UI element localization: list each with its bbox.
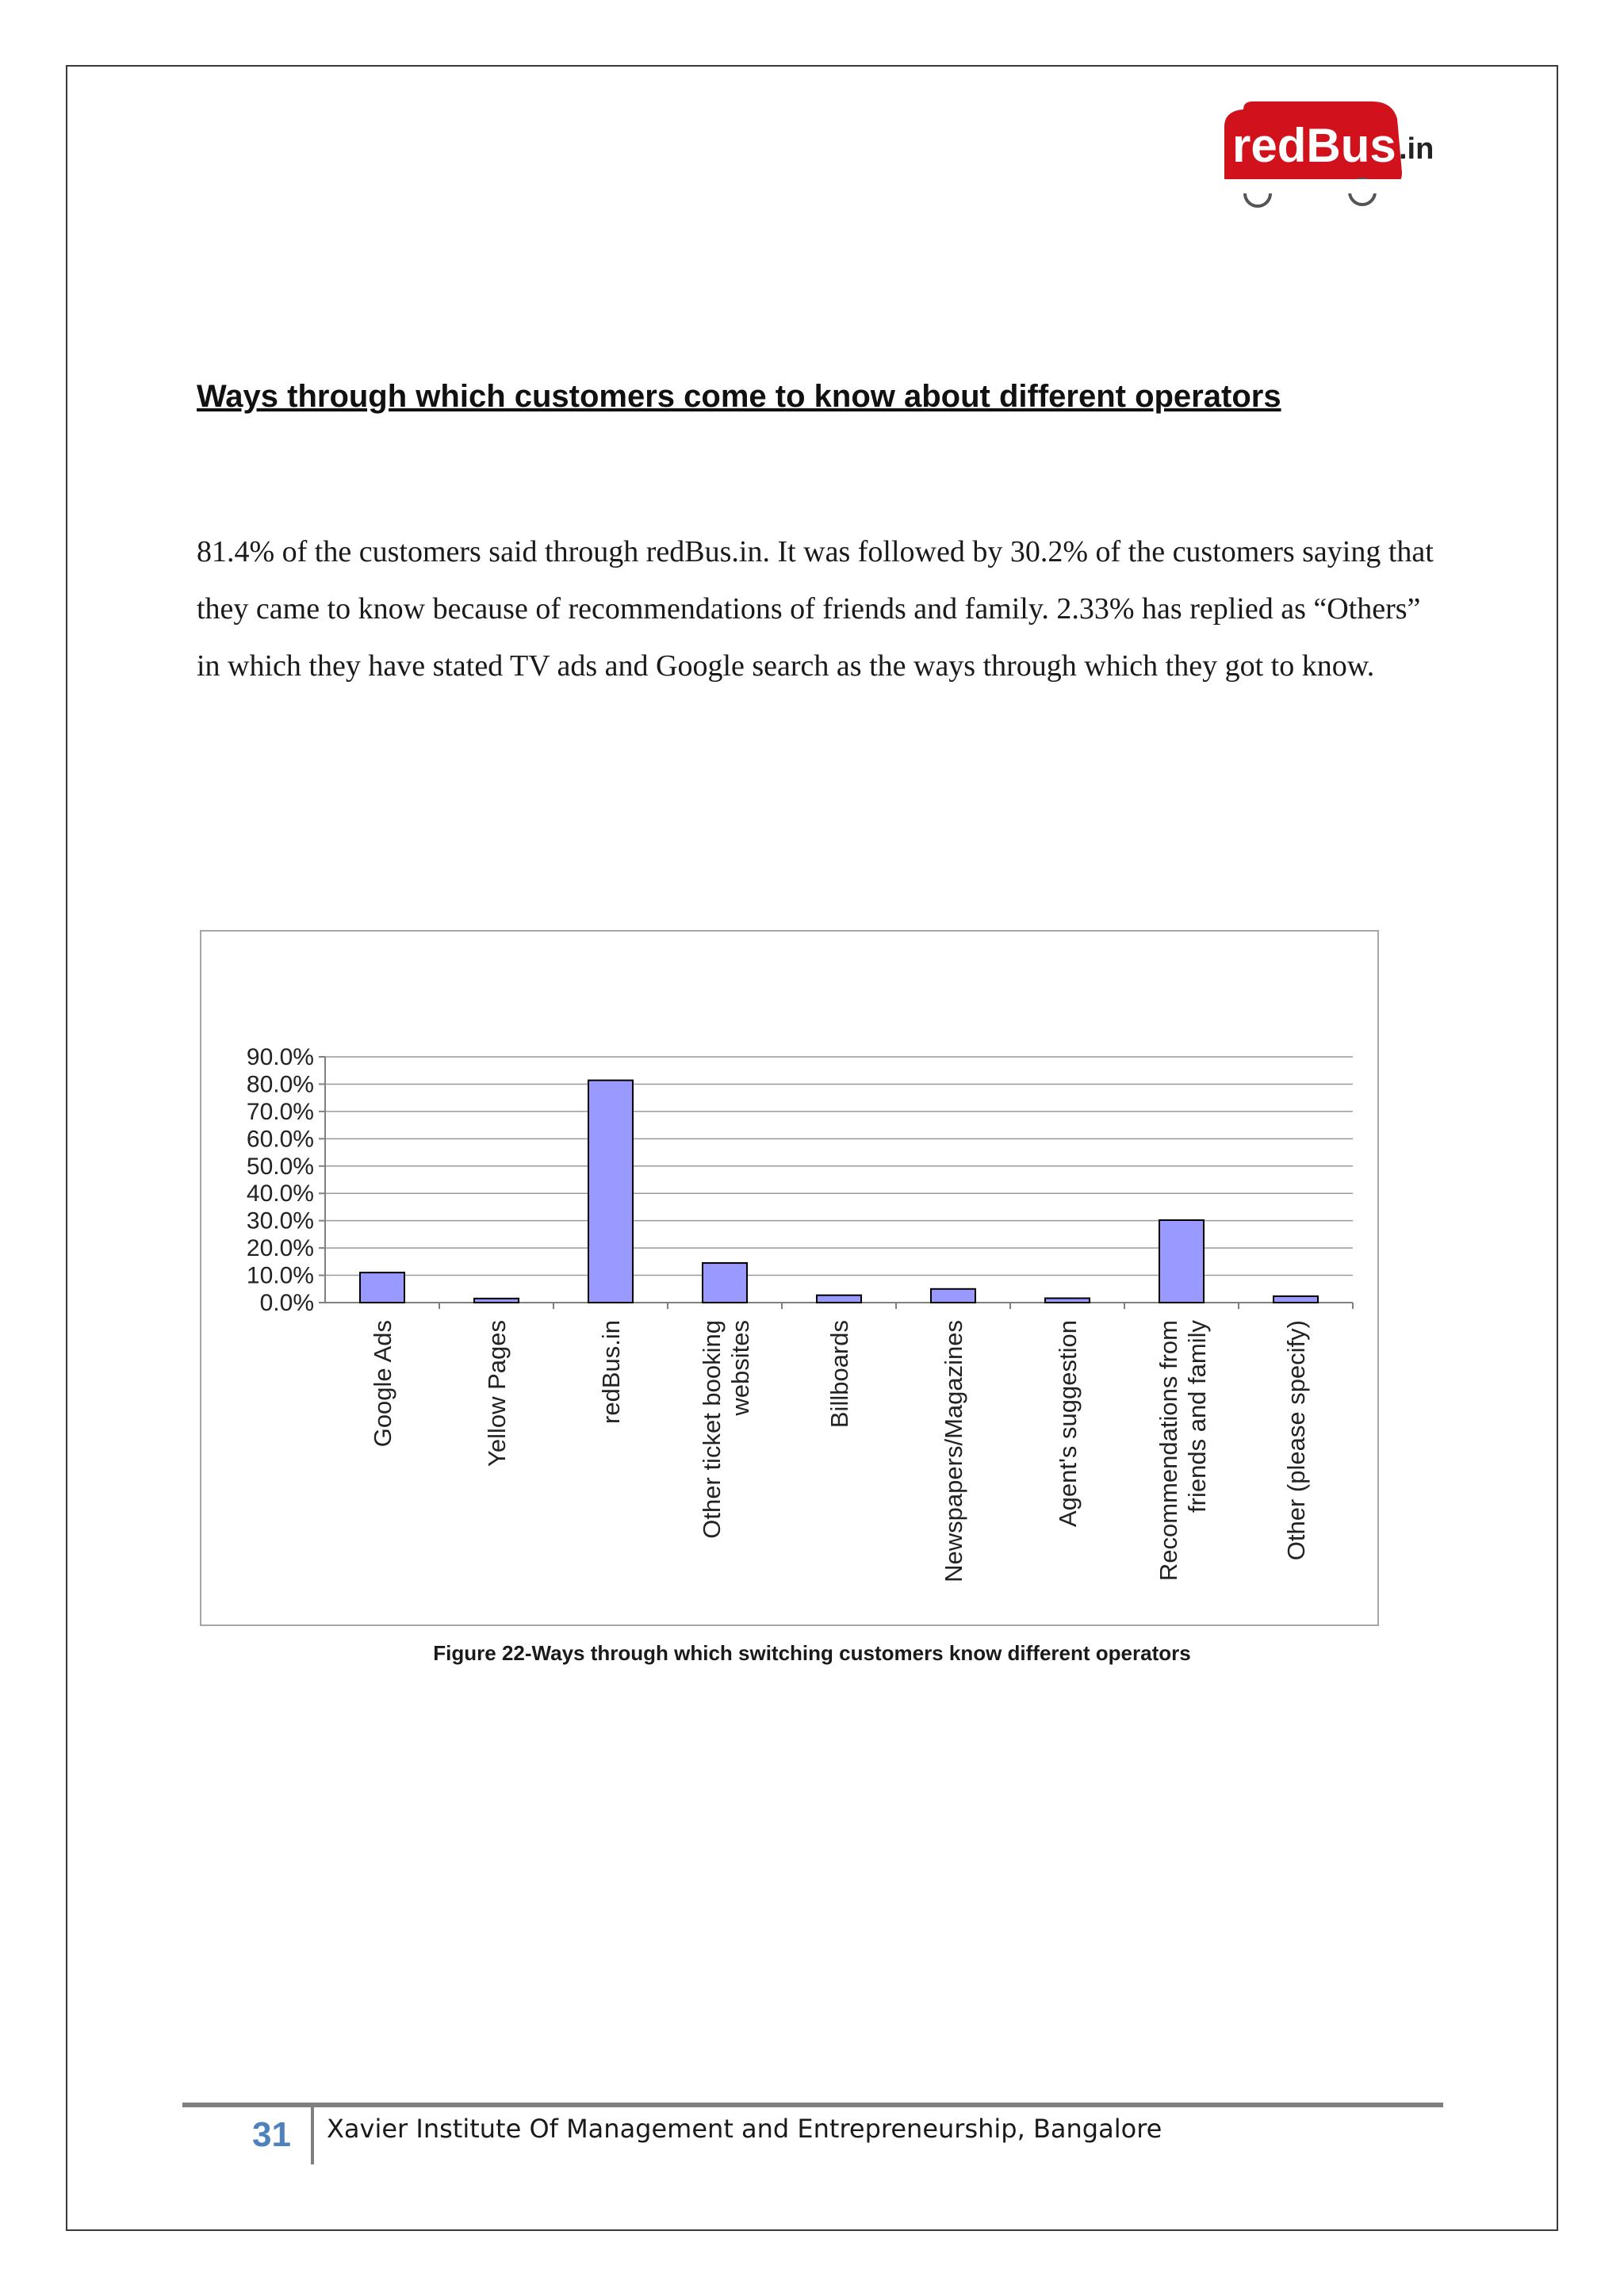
- y-tick-label: 60.0%: [246, 1126, 314, 1153]
- footer-institution: Xavier Institute Of Management and Entrepreneurship, Bangalore: [327, 2114, 1162, 2144]
- y-tick-label: 20.0%: [246, 1235, 314, 1262]
- body-paragraph: 81.4% of the customers said through redBus.in. It was followed by 30.2% of the customers saying that they came to know because of recommendations of friends and family. 2.33% has replied as “Others” in which they have stated TV ads and Google search as the ways through which they got to know.: [197, 535, 1434, 683]
- page-number: 31: [252, 2115, 291, 2154]
- x-category-label: websites: [726, 1320, 754, 1416]
- y-tick-label: 70.0%: [246, 1098, 314, 1125]
- redbus-logo: [1220, 100, 1440, 212]
- y-tick-label: 40.0%: [246, 1181, 314, 1207]
- x-category-label: Google Ads: [369, 1320, 396, 1448]
- bar-5: [817, 1295, 861, 1303]
- logo-suffix: .in: [1399, 132, 1434, 166]
- x-category-label: Other ticket booking: [698, 1320, 726, 1539]
- bar-9: [1274, 1296, 1318, 1303]
- x-category-label: Agent's suggestion: [1054, 1320, 1082, 1527]
- logo-wordmark: redBus: [1232, 119, 1396, 172]
- bar-6: [931, 1289, 975, 1303]
- y-tick-label: 90.0%: [246, 1044, 314, 1070]
- chart-container: [200, 930, 1379, 1626]
- bar-3: [588, 1081, 633, 1303]
- x-category-label: redBus.in: [597, 1320, 625, 1424]
- x-category-label: Billboards: [825, 1320, 853, 1429]
- section-heading: Ways through which customers come to know about different operators: [197, 379, 1281, 414]
- bar-chart: [201, 932, 1377, 1624]
- x-category-label: Recommendations from: [1155, 1320, 1182, 1582]
- y-tick-label: 0.0%: [259, 1290, 314, 1316]
- bar-8: [1159, 1220, 1204, 1303]
- y-tick-label: 30.0%: [246, 1207, 314, 1234]
- y-tick-label: 10.0%: [246, 1262, 314, 1289]
- figure-caption: Figure 22-Ways through which switching customers know different operators: [433, 1641, 1191, 1665]
- x-category-label: Yellow Pages: [483, 1320, 511, 1467]
- footer-divider: [311, 2107, 314, 2164]
- footer-rule: [182, 2103, 1443, 2107]
- bar-4: [703, 1263, 747, 1303]
- bar-7: [1045, 1298, 1090, 1303]
- x-category-label: Newspapers/Magazines: [940, 1320, 967, 1582]
- bar-2: [474, 1299, 519, 1303]
- y-tick-label: 80.0%: [246, 1071, 314, 1098]
- bar-1: [360, 1272, 404, 1303]
- x-category-label: Other (please specify): [1282, 1320, 1310, 1561]
- y-tick-label: 50.0%: [246, 1153, 314, 1180]
- x-category-label: friends and family: [1183, 1320, 1211, 1513]
